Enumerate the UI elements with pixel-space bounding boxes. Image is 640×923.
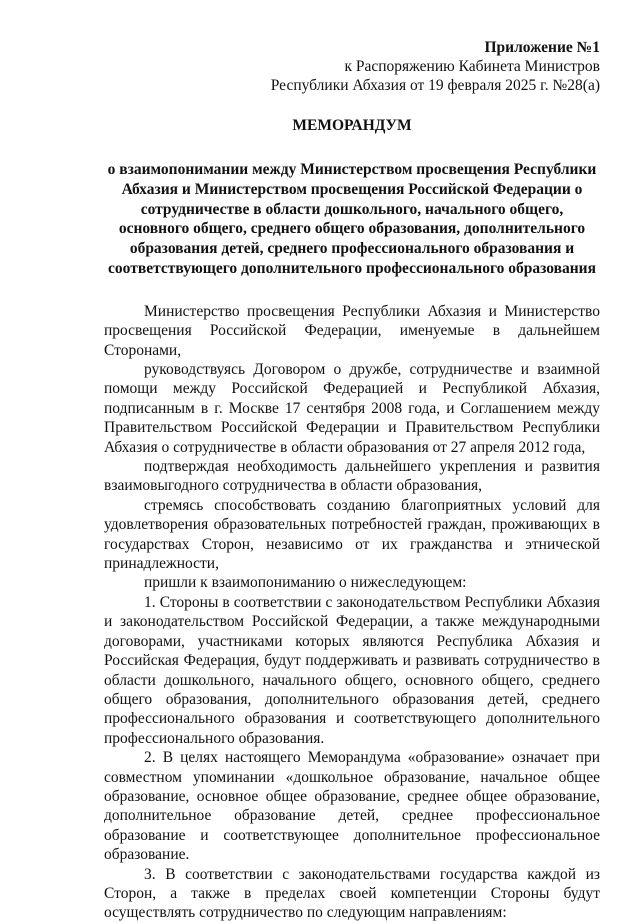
paragraph-guided-by: руководствуясь Договором о дружбе, сотрудничестве и взаимной помощи между Российской Федерацией и Республикой Абхазия, подписанным в г. Москве 17 сентября 2008 года, и Соглашением между Правительством Российской Федерации и Правительством Республики Абхазия о сотрудничестве в области образования от 27 апреля 2012 года, bbox=[104, 361, 600, 456]
document-subject: о взаимопонимании между Министерством просвещения Республики Абхазия и Министерством просвещения Российской Федерации о сотрудничестве в области дошкольного, начального общего, основного общего, среднего общего образования, дополнительного образования детей, среднего профессионального образования и соответствующего дополнительного профессионального образования bbox=[107, 161, 597, 277]
appendix-header bbox=[104, 38, 600, 95]
paragraph-parties: Министерство просвещения Республики Абхазия и Министерство просвещения Российской Федерации, именуемые в дальнейшем Сторонами, bbox=[104, 302, 600, 359]
paragraph-clause-3: 3. В соответствии с законодательствами государства каждой из Сторон, а также в пределах своей компетенции Стороны будут осуществлять сотрудничество по следующим направлениям: bbox=[104, 865, 600, 922]
appendix-line-2: Республики Абхазия от 19 февраля 2025 г. №28(а) bbox=[270, 77, 600, 94]
paragraph-clause-1: 1. Стороны в соответствии с законодательством Республики Абхазия и законодательством Российской Федерации, а также международными договорами, участниками которых являются Республика Абхазия и Российская Федерация, будут поддерживать и развивать сотрудничество в области дошкольного, начального общего, основного общего, среднего общего образования, дополнительного образования детей, среднего профессионального образования и соответствующего дополнительного профессионального образования. bbox=[104, 593, 600, 747]
appendix-line-1: к Распоряжению Кабинета Министров bbox=[344, 58, 600, 75]
paragraph-striving: стремясь способствовать созданию благоприятных условий для удовлетворения образовательных потребностей граждан, проживающих в государствах Сторон, независимо от их гражданства и этнической принадлежности, bbox=[104, 496, 600, 573]
document-title: МЕМОРАНДУМ bbox=[292, 117, 412, 134]
document-body bbox=[104, 302, 600, 923]
paragraph-agreed: пришли к взаимопониманию о нижеследующем: bbox=[144, 574, 467, 592]
paragraph-clause-2: 2. В целях настоящего Меморандума «образование» означает при совместном упоминании «дошкольное образование, начальное общее образование, основное общее образование, среднее общее образование, дополнительное образование детей, среднее профессиональное образование и соответствующее дополнительное профессиональное образование. bbox=[104, 749, 600, 864]
paragraph-confirming: подтверждая необходимость дальнейшего укрепления и развития взаимовыгодного сотрудничества в области образования, bbox=[104, 458, 600, 495]
appendix-title: Приложение №1 bbox=[484, 39, 600, 56]
